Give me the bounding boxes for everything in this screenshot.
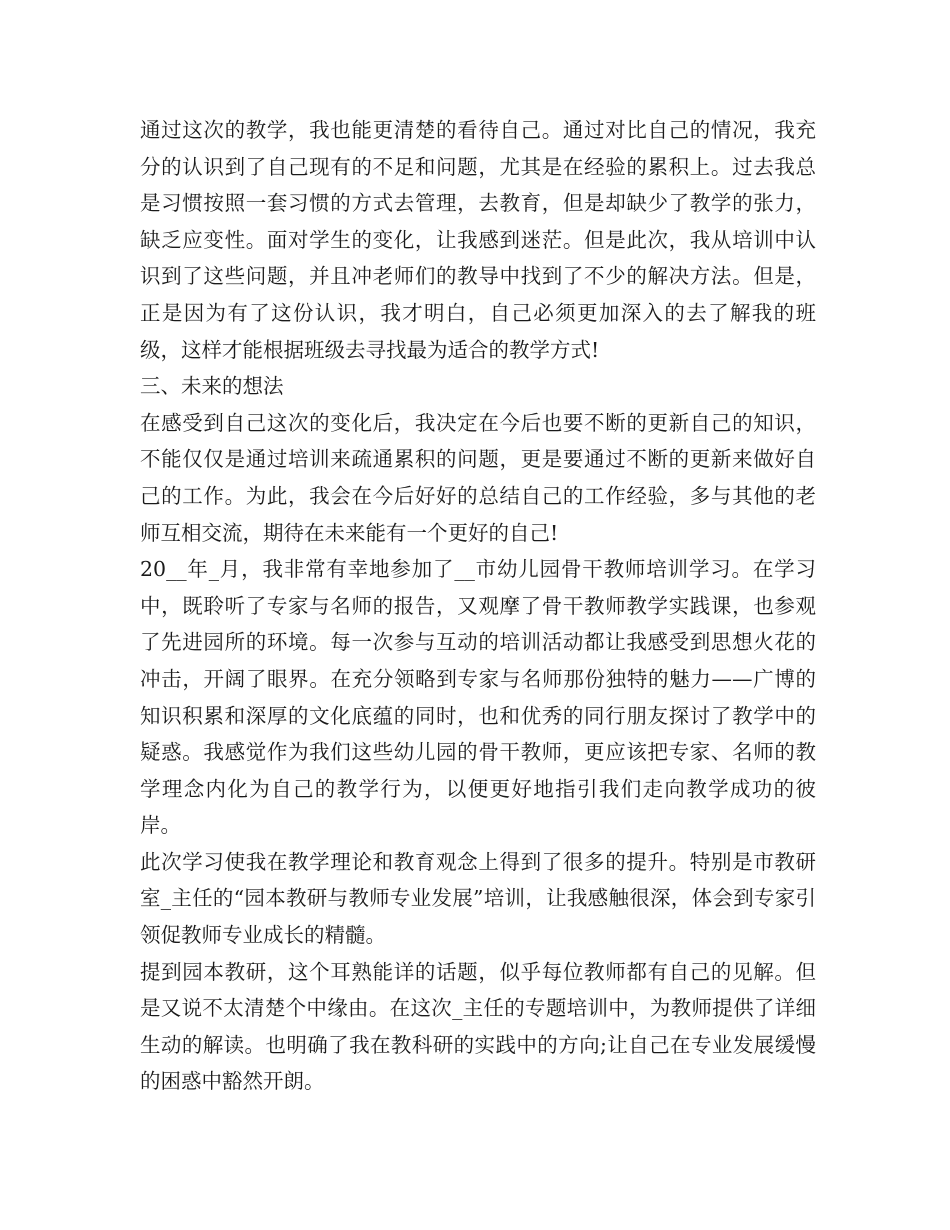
paragraph-reflection: 通过这次的教学，我也能更清楚的看待自己。通过对比自己的情况，我充分的认识到了自己现有的不足和问题，尤其是在经验的累积上。过去我总是习惯按照一套习惯的方式去管理，去教育，但是却缺少了教学的张力，缺乏应变性。面对学生的变化，让我感到迷茫。但是此次，我从培训中认识到了这些问题，并且冲老师们的教导中找到了不少的解决方法。但是，正是因为有了这份认识，我才明白，自己必须更加深入的去了解我的班级，这样才能根据班级去寻找最为适合的教学方式! (140, 118, 816, 362)
paragraph-training-overview: 20__年_月，我非常有幸地参加了__市幼儿园骨干教师培训学习。在学习中，既聆听了专家与名师的报告，又观摩了骨干教师教学实践课，也参观了先进园所的环境。每一次参与互动的培训活动都让我感受到思想火花的冲击，开阔了眼界。在充分领略到专家与名师那份独特的魅力——广博的知识积累和深厚的文化底蕴的同时，也和优秀的同行朋友探讨了教学中的疑惑。我感觉作为我们这些幼儿园的骨干教师，更应该把专家、名师的教学理念内化为自己的教学行为，以便更好地指引我们走向教学成功的彼岸。 (140, 557, 816, 838)
document-body (140, 112, 816, 1100)
section-heading-future-thoughts: 三、未来的想法 (140, 374, 284, 399)
paragraph-future-plans: 在感受到自己这次的变化后，我决定在今后也要不断的更新自己的知识，不能仅仅是通过培训来疏通累积的问题，更是要通过不断的更新来做好自己的工作。为此，我会在今后好好的总结自己的工作经验，多与其他的老师互相交流，期待在未来能有一个更好的自己! (140, 410, 816, 545)
paragraph-kindergarten-research: 提到园本教研，这个耳熟能详的话题，似乎每位教师都有自己的见解。但是又说不太清楚个中缘由。在这次_主任的专题培训中，为教师提供了详细生动的解读。也明确了我在教科研的实践中的方向;让自己在专业发展缓慢的困惑中豁然开朗。 (140, 959, 816, 1094)
paragraph-learning-gains: 此次学习使我在教学理论和教育观念上得到了很多的提升。特别是市教研室_主任的“园本教研与教师专业发展”培训，让我感触很深，体会到专家引领促教师专业成长的精髓。 (140, 849, 816, 948)
